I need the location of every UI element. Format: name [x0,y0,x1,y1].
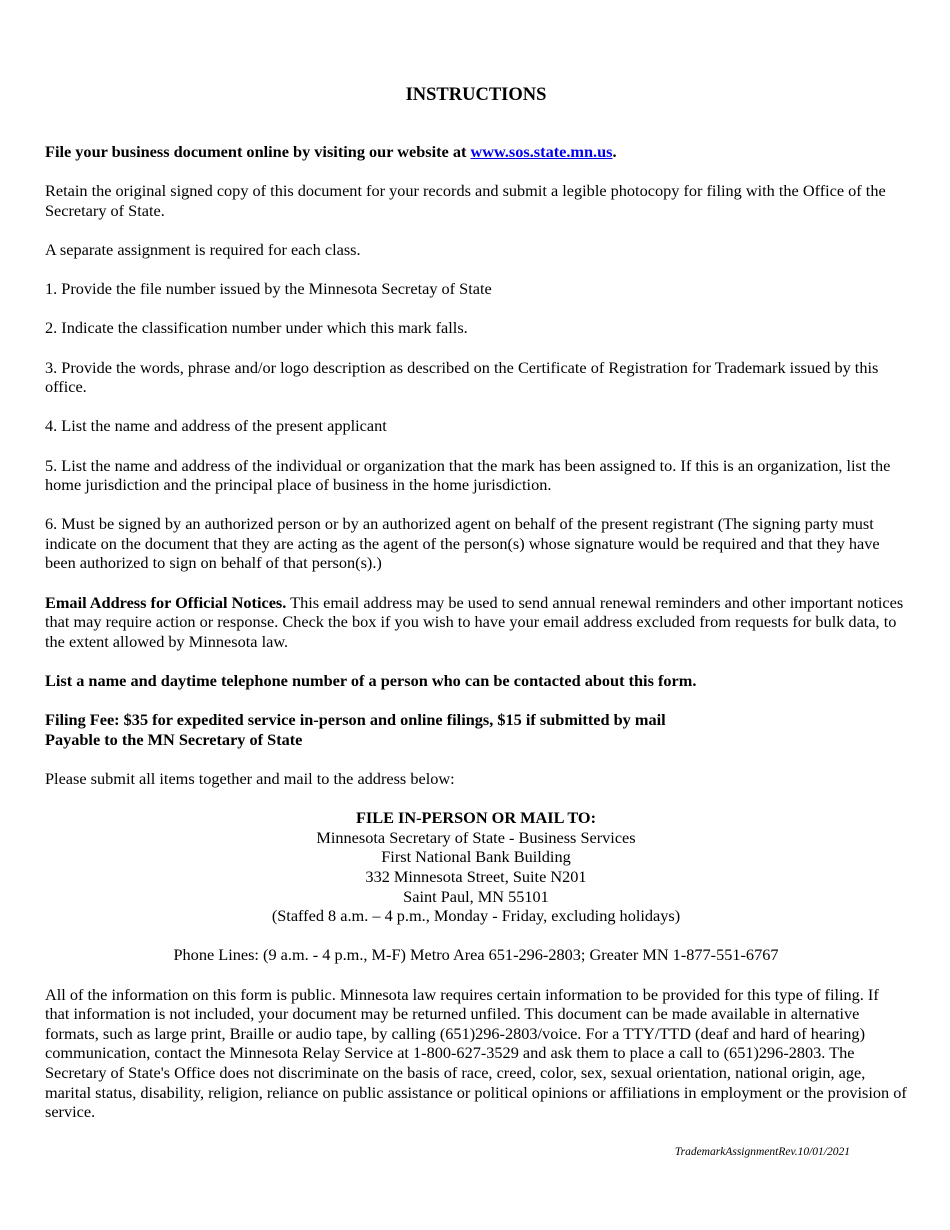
email-label: Email Address for Official Notices. [45,592,287,612]
filing-fee-paragraph [45,710,907,749]
sos-website-link[interactable]: www.sos.state.mn.us [470,142,613,161]
address-line-1: Minnesota Secretary of State - Business Services [316,827,636,847]
public-notice-paragraph: All of the information on this form is public. Minnesota law requires certain information to be provided for this type of filing. If that information is not included, your document may be returned unfiled. This document can be made available in alternative formats, such as large print, Braille or audio tape, by calling (651)296-2803/voice. For a TTY/TTD (deaf and hard of hearing) communication, contact the Minnesota Relay Service at 1-800-627-3529 and ask them to place a call to (651)296-2803. The Secretary of State's Office does not discriminate on the basis of race, creed, color, sex, sexual orientation, national origin, age, marital status, disability, religion, reliance on public assistance or political opinions or affiliations in employment or the provision of service. [45,984,907,1122]
instructions-page [45,84,907,1141]
instruction-item-3: 3. Provide the words, phrase and/or logo description as described on the Certificate of Registration for Trademark issued by this office. [45,357,879,397]
address-line-4: Saint Paul, MN 55101 [403,886,549,906]
instruction-item-6: 6. Must be signed by an authorized person or by an authorized agent on behalf of the present registrant (The signing party must indicate on the document that they are acting as the agent of the person(s) whose signature would be required and that they have been authorized to sign on behalf of that person(s).) [45,514,880,573]
instruction-item-4: 4. List the name and address of the present applicant [45,416,387,436]
address-hours: (Staffed 8 a.m. – 4 p.m., Monday - Friday, excluding holidays) [271,906,681,926]
instruction-item-1: 1. Provide the file number issued by the Minnesota Secretay of State [45,279,492,299]
email-text: This email address may be used to send annual renewal reminders and other important notices that may require action or response. Check the box if you wish to have your email address excluded from requests for bulk data, to the extent allowed by Minnesota law. [45,592,904,651]
separate-assignment-paragraph: A separate assignment is required for each class. [45,239,361,259]
online-filing-line [45,142,907,162]
online-filing-prefix: File your business document online by visiting our website at [45,142,471,161]
address-heading: FILE IN-PERSON OR MAIL TO: [355,808,597,828]
address-line-2: First National Bank Building [381,847,571,867]
contact-paragraph: List a name and daytime telephone number of a person who can be contacted about this form. [45,671,697,691]
retain-copy-paragraph: Retain the original signed copy of this document for your records and submit a legible photocopy for filing with the Office of the Secretary of State. [45,181,886,220]
address-line-3: 332 Minnesota Street, Suite N201 [365,866,587,886]
submit-paragraph: Please submit all items together and mail to the address below: [45,769,455,788]
phone-lines: Phone Lines: (9 a.m. - 4 p.m., M-F) Metro Area 651-296-2803; Greater MN 1-877-551-6767 [173,945,779,965]
email-paragraph [45,593,907,652]
filing-fee-line: Filing Fee: $35 for expedited service in-person and online filings, $15 if submitted by mail [45,710,666,730]
instruction-item-5: 5. List the name and address of the individual or organization that the mark has been assigned to. If this is an organization, list the home jurisdiction and the principal place of business in the home jurisdiction. [45,455,891,495]
payable-line: Payable to the MN Secretary of State [45,729,303,749]
form-revision-footer: TrademarkAssignmentRev.10/01/2021 [674,1146,850,1158]
online-filing-suffix: . [612,142,617,161]
mailing-address-block [45,808,907,926]
instruction-item-2: 2. Indicate the classification number under which this mark falls. [45,318,468,338]
page-title: INSTRUCTIONS [405,85,547,105]
